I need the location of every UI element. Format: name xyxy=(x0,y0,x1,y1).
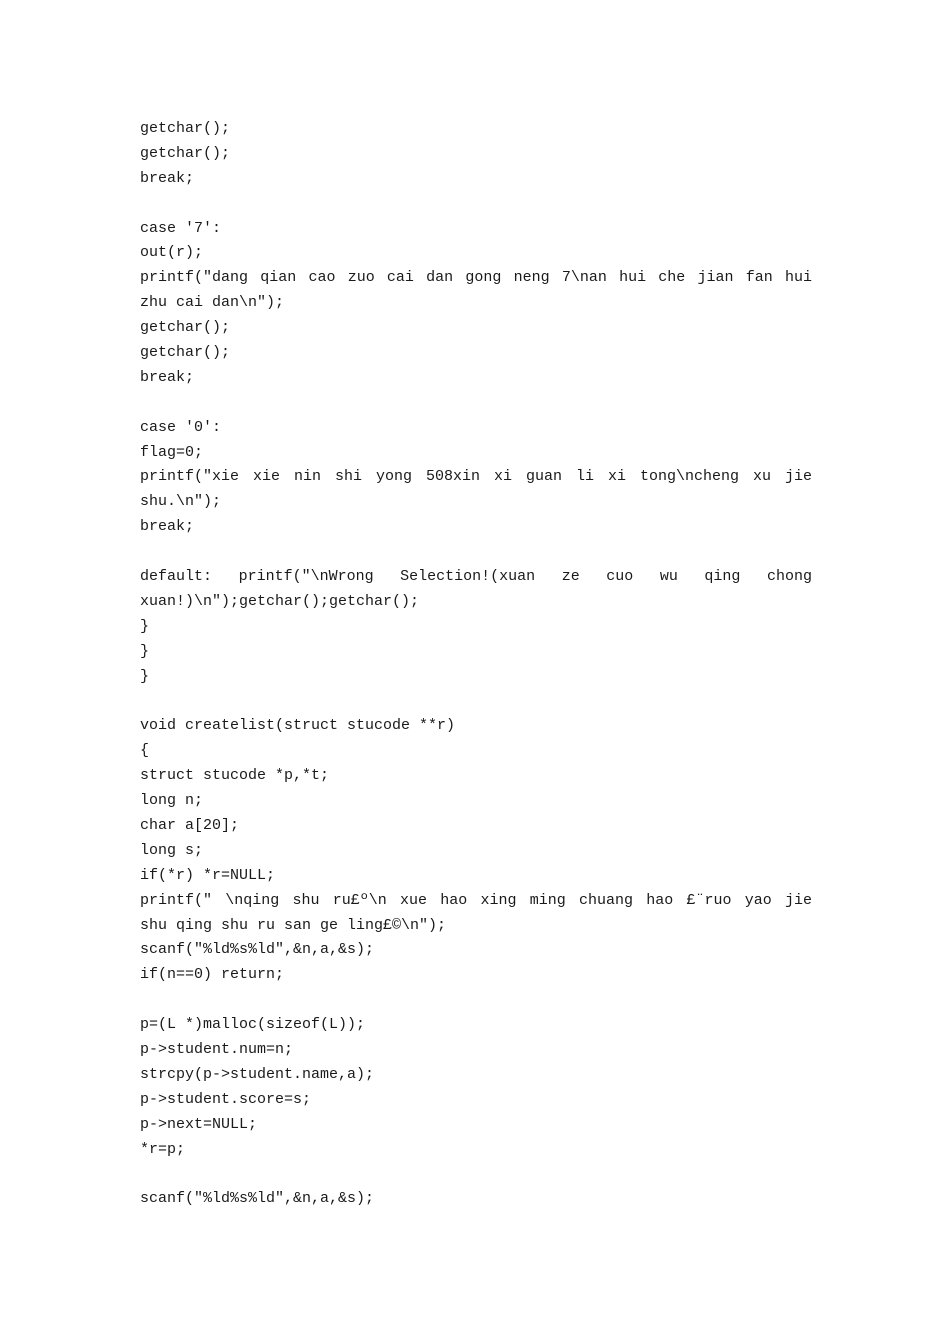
code-line: void createlist(struct stucode **r) xyxy=(140,717,456,735)
blank-line xyxy=(140,391,812,416)
code-line: if(n==0) return; xyxy=(140,966,285,984)
code-line: { xyxy=(140,742,150,760)
code-line: getchar(); xyxy=(140,144,231,162)
blank-line xyxy=(140,988,812,1013)
code-line: p->student.num=n; xyxy=(140,1040,294,1058)
code-line: printf("dang qian cao zuo cai dan gong neng 7\nan hui che jian fan hui xyxy=(140,269,812,287)
code-line: strcpy(p->student.name,a); xyxy=(140,1065,375,1083)
code-line: p=(L *)malloc(sizeof(L)); xyxy=(140,1016,366,1034)
code-line: struct stucode *p,*t; xyxy=(140,767,330,785)
code-line: case '0': xyxy=(140,418,222,436)
blank-line xyxy=(140,1162,812,1187)
code-line: printf(" \nqing shu ru£º\n xue hao xing ming chuang hao £¨ruo yao jie xyxy=(140,891,812,909)
code-line: p->student.score=s; xyxy=(140,1090,312,1108)
code-line: default: printf("\nWrong Selection!(xuan ze cuo wu qing chong xyxy=(140,568,812,586)
code-line: scanf("%ld%s%ld",&n,a,&s); xyxy=(140,941,375,959)
code-line: break; xyxy=(140,518,195,536)
blank-line xyxy=(140,192,812,217)
code-listing xyxy=(140,117,812,1212)
code-line: case '7': xyxy=(140,219,222,237)
code-line: getchar(); xyxy=(140,344,231,362)
code-line: zhu cai dan\n"); xyxy=(140,294,285,312)
code-line: getchar(); xyxy=(140,319,231,337)
code-line: *r=p; xyxy=(140,1140,186,1158)
code-line: long n; xyxy=(140,792,204,810)
code-line: } xyxy=(140,642,150,660)
code-line: long s; xyxy=(140,841,204,859)
code-line: } xyxy=(140,617,150,635)
code-line: } xyxy=(140,667,150,685)
code-line: getchar(); xyxy=(140,120,231,137)
blank-line xyxy=(140,540,812,565)
code-line: scanf("%ld%s%ld",&n,a,&s); xyxy=(140,1190,375,1208)
code-line: out(r); xyxy=(140,244,204,262)
code-line: if(*r) *r=NULL; xyxy=(140,866,276,884)
code-line: shu qing shu ru san ge ling£©\n"); xyxy=(140,916,447,934)
code-line: char a[20]; xyxy=(140,816,240,834)
code-line: flag=0; xyxy=(140,443,204,461)
code-line: xuan!)\n");getchar();getchar(); xyxy=(140,592,420,610)
code-line: break; xyxy=(140,169,195,187)
code-line: shu.\n"); xyxy=(140,493,222,511)
blank-line xyxy=(140,689,812,714)
code-line: p->next=NULL; xyxy=(140,1115,258,1133)
code-line: break; xyxy=(140,368,195,386)
code-line: printf("xie xie nin shi yong 508xin xi guan li xi tong\ncheng xu jie xyxy=(140,468,812,486)
